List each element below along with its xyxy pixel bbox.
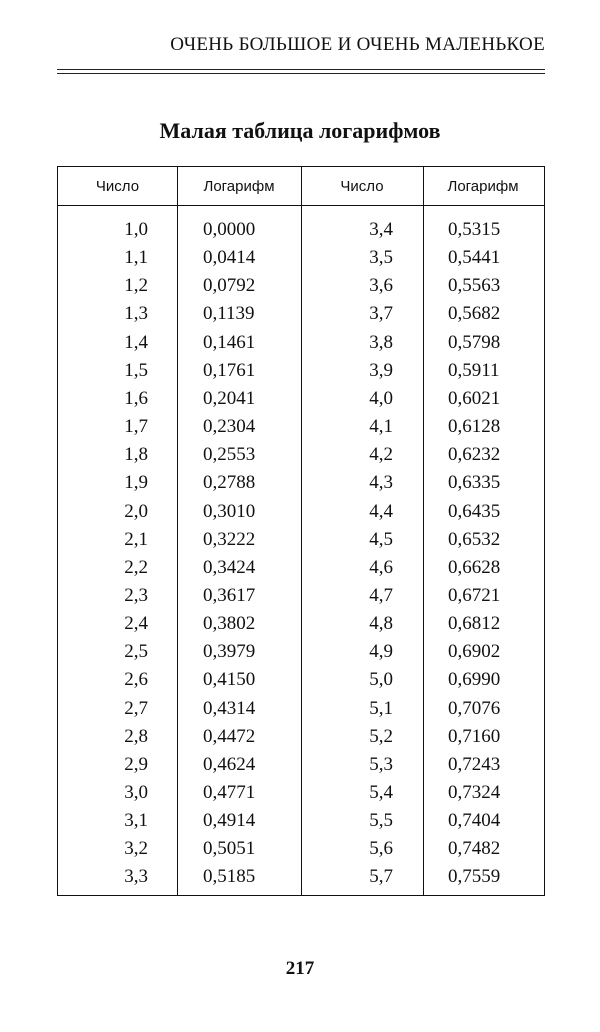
table-row (58, 779, 544, 807)
table-row (58, 244, 544, 272)
number-cell: 2,0 (124, 500, 148, 522)
number-cell: 2,5 (124, 641, 148, 663)
logarithm-cell: 0,1761 (203, 359, 256, 381)
table-row (58, 300, 544, 328)
number-cell: 5,4 (369, 782, 393, 803)
table-row (58, 695, 544, 723)
table-row (58, 582, 544, 610)
logarithm-cell: 0,3424 (203, 556, 256, 578)
number-cell: 1,8 (124, 444, 148, 466)
table-row (58, 723, 544, 751)
table-row (58, 526, 544, 554)
header-rule-top (57, 69, 545, 70)
logarithm-cell: 0,7482 (448, 838, 501, 860)
number-cell: 2,8 (124, 725, 148, 747)
logarithm-cell: 0,1139 (203, 303, 255, 325)
logarithm-cell: 0,7324 (448, 782, 501, 803)
number-cell: 3,4 (369, 219, 393, 240)
table-row (58, 441, 544, 469)
number-cell: 4,1 (369, 416, 393, 438)
number-cell: 5,7 (369, 866, 393, 888)
logarithm-cell: 0,6128 (448, 416, 501, 438)
number-cell: 4,7 (369, 584, 393, 606)
logarithm-cell: 0,5911 (448, 359, 500, 381)
number-cell: 3,8 (369, 331, 393, 353)
number-cell: 3,0 (124, 782, 148, 803)
logarithm-cell: 0,5185 (203, 866, 256, 888)
logarithm-cell: 0,6990 (448, 669, 501, 691)
running-header: ОЧЕНЬ БОЛЬШОЕ И ОЧЕНЬ МАЛЕНЬКОЕ (170, 34, 545, 55)
number-cell: 1,9 (124, 472, 148, 494)
number-cell: 3,2 (124, 838, 148, 860)
number-cell: 3,1 (124, 810, 148, 832)
number-cell: 5,3 (369, 753, 393, 775)
table-row (58, 272, 544, 300)
table-row (58, 385, 544, 413)
number-cell: 1,5 (124, 359, 148, 381)
table-row (58, 863, 544, 891)
number-cell: 2,2 (124, 556, 148, 578)
logarithm-cell: 0,5682 (448, 303, 501, 325)
logarithm-cell: 0,0414 (203, 247, 256, 269)
number-cell: 4,6 (369, 556, 393, 578)
number-cell: 3,6 (369, 275, 393, 297)
number-cell: 5,1 (369, 697, 393, 719)
number-cell: 5,0 (369, 669, 393, 691)
number-cell: 2,4 (124, 613, 148, 635)
number-cell: 3,9 (369, 359, 393, 381)
logarithm-cell: 0,4914 (203, 810, 256, 832)
number-cell: 5,6 (369, 838, 393, 860)
number-cell: 1,1 (124, 247, 148, 269)
number-cell: 4,0 (369, 387, 393, 409)
logarithm-cell: 0,6335 (448, 472, 501, 494)
logarithm-table (57, 166, 545, 896)
number-cell: 4,3 (369, 472, 393, 494)
number-cell: 2,1 (124, 528, 148, 550)
table-row (58, 751, 544, 779)
number-cell: 1,2 (124, 275, 148, 297)
table-row (58, 807, 544, 835)
logarithm-cell: 0,2553 (203, 444, 256, 466)
logarithm-cell: 0,7559 (448, 866, 501, 888)
number-cell: 4,9 (369, 641, 393, 663)
logarithm-cell: 0,6628 (448, 556, 501, 578)
logarithm-cell: 0,6812 (448, 613, 501, 635)
logarithm-cell: 0,5798 (448, 331, 501, 353)
table-row (58, 357, 544, 385)
table-row (58, 413, 544, 441)
number-cell: 1,4 (124, 331, 148, 353)
number-cell: 4,4 (369, 500, 393, 522)
logarithm-cell: 0,4150 (203, 669, 256, 691)
number-cell: 2,3 (124, 584, 148, 606)
number-cell: 2,6 (124, 669, 148, 691)
logarithm-cell: 0,0000 (203, 219, 256, 240)
logarithm-cell: 0,2041 (203, 387, 256, 409)
logarithm-cell: 0,6902 (448, 641, 501, 663)
logarithm-cell: 0,6021 (448, 387, 501, 409)
number-cell: 3,5 (369, 247, 393, 269)
logarithm-cell: 0,6232 (448, 444, 501, 466)
number-cell: 3,7 (369, 303, 393, 325)
logarithm-cell: 0,6532 (448, 528, 501, 550)
logarithm-cell: 0,4624 (203, 753, 256, 775)
logarithm-cell: 0,7404 (448, 810, 501, 832)
table-row (58, 666, 544, 694)
table-row (58, 835, 544, 863)
logarithm-cell: 0,3802 (203, 613, 256, 635)
logarithm-cell: 0,3617 (203, 584, 256, 606)
number-cell: 2,9 (124, 753, 148, 775)
number-cell: 3,3 (124, 866, 148, 888)
page-number: 217 (285, 958, 315, 979)
logarithm-cell: 0,1461 (203, 331, 256, 353)
number-cell: 2,7 (124, 697, 148, 719)
column-header-number-2: Число (340, 178, 384, 195)
logarithm-cell: 0,7076 (448, 697, 501, 719)
logarithm-cell: 0,7243 (448, 753, 501, 775)
logarithm-cell: 0,5051 (203, 838, 256, 860)
logarithm-cell: 0,3222 (203, 528, 256, 550)
table-row (58, 498, 544, 526)
table-row (58, 638, 544, 666)
logarithm-cell: 0,5563 (448, 275, 501, 297)
header-rule-bottom (57, 73, 545, 74)
number-cell: 1,6 (124, 387, 148, 409)
table-row (58, 554, 544, 582)
logarithm-cell: 0,7160 (448, 725, 501, 747)
table-row (58, 216, 544, 244)
table-row (58, 329, 544, 357)
number-cell: 1,7 (124, 416, 148, 438)
logarithm-cell: 0,0792 (203, 275, 256, 297)
number-cell: 1,0 (124, 219, 148, 240)
logarithm-cell: 0,2788 (203, 472, 256, 494)
number-cell: 4,8 (369, 613, 393, 635)
logarithm-cell: 0,5441 (448, 247, 501, 269)
number-cell: 4,5 (369, 528, 393, 550)
number-cell: 4,2 (369, 444, 393, 466)
column-header-logarithm-1: Логарифм (203, 178, 275, 195)
logarithm-cell: 0,3979 (203, 641, 256, 663)
number-cell: 1,3 (124, 303, 148, 325)
column-header-logarithm-2: Логарифм (447, 178, 519, 195)
number-cell: 5,2 (369, 725, 393, 747)
logarithm-cell: 0,4314 (203, 697, 256, 719)
column-header-number-1: Число (95, 178, 140, 195)
table-row (58, 610, 544, 638)
table-row (58, 469, 544, 497)
table-title: Малая таблица логарифмов (159, 118, 441, 143)
number-cell: 5,5 (369, 810, 393, 832)
logarithm-cell: 0,4771 (203, 782, 256, 803)
logarithm-cell: 0,6721 (448, 584, 501, 606)
logarithm-cell: 0,3010 (203, 500, 256, 522)
logarithm-cell: 0,2304 (203, 416, 256, 438)
logarithm-cell: 0,4472 (203, 725, 256, 747)
logarithm-cell: 0,6435 (448, 500, 501, 522)
logarithm-cell: 0,5315 (448, 219, 501, 240)
